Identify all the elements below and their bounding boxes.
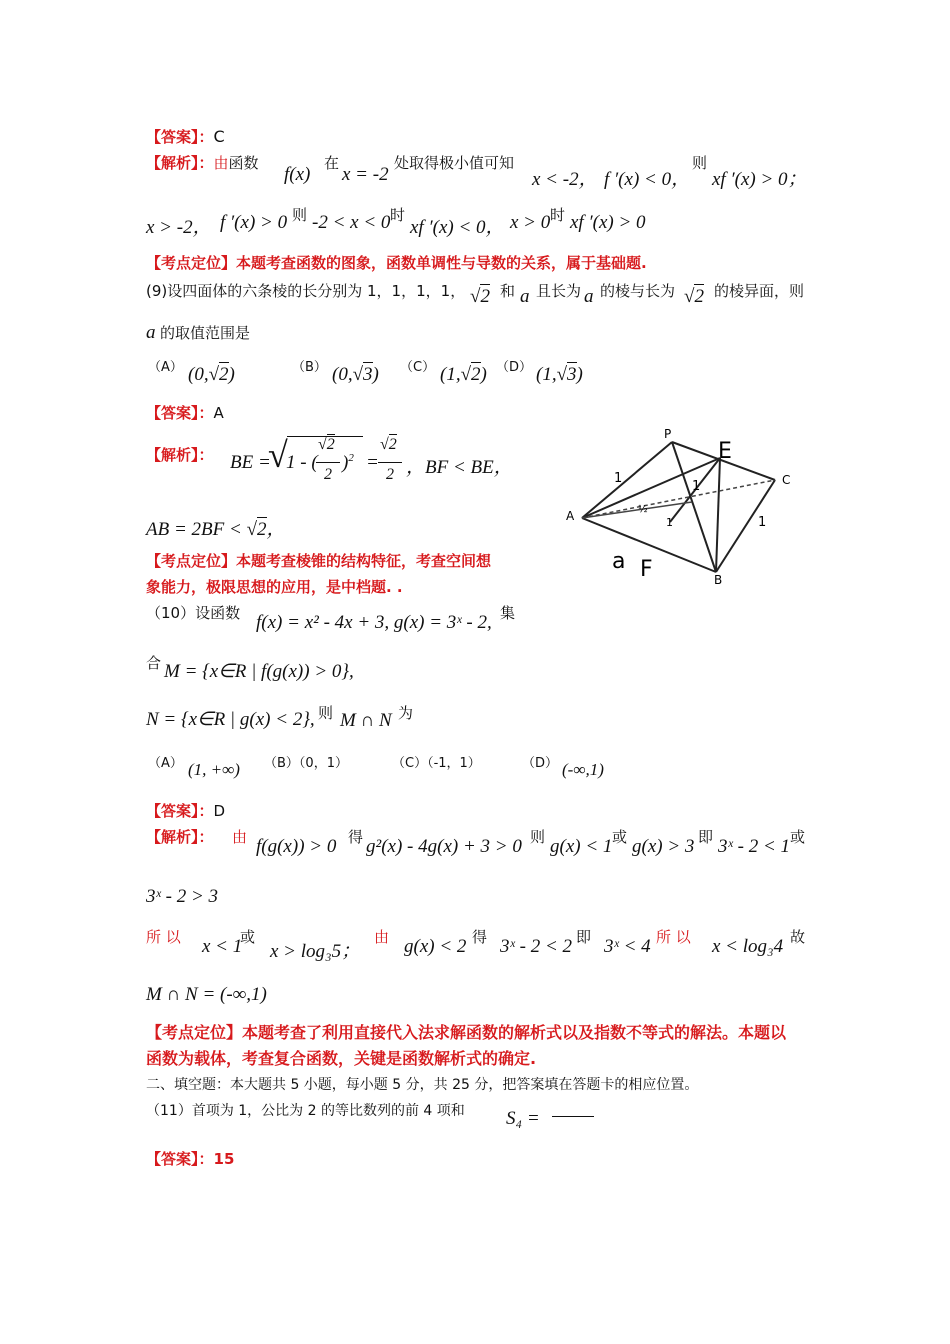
formula: 3ˣ - 2 < 2 <box>500 936 573 957</box>
text: 时 <box>390 206 406 224</box>
text: 且长为 <box>536 282 582 300</box>
fraction-numerator: √2 <box>318 436 335 453</box>
text: 时 <box>550 206 566 224</box>
formula: x < -2， <box>532 169 598 190</box>
label-edge-1: 1 <box>758 515 767 530</box>
edge-pb <box>672 442 716 572</box>
formula-s4: S₄ = <box>506 1108 540 1129</box>
label-edge-1: 1 <box>614 471 623 486</box>
text: 则 <box>292 206 308 224</box>
text: 由 <box>232 828 248 846</box>
answer-tag: 【答案】： <box>146 404 214 422</box>
option-d-value: (-∞,1) <box>562 760 604 779</box>
formula: N = {x∈R | g(x) < 2}, <box>146 709 315 730</box>
text: 的棱异面，则 <box>714 282 805 300</box>
formula: )$^2$ <box>342 452 354 474</box>
formula: x > log₃5； <box>270 941 361 962</box>
label-edge-1: 1 <box>692 479 701 494</box>
text: 由 <box>374 928 390 946</box>
formula: f(x) <box>284 164 311 185</box>
text: 由 <box>213 154 229 172</box>
formula: xf ′(x) > 0 <box>570 212 646 233</box>
text: 合 <box>146 654 162 672</box>
knowledge-point-1: 【考点定位】本题考查棱锥的结构特征，考查空间想 <box>146 552 492 570</box>
formula: x < log₃4 <box>712 936 784 957</box>
answer-tag: 【答案】： <box>146 1150 214 1168</box>
formula: g(x) < 1 <box>550 836 613 857</box>
formula: g(x) < 2 <box>404 936 467 957</box>
formula-be: BE = <box>230 452 271 473</box>
q10-answer-line <box>146 800 225 821</box>
knowledge-point-1: 【考点定位】本题考查了利用直接代入法求解函数的解析式以及指数不等式的解法。本题以 <box>146 1023 787 1042</box>
knowledge-point: 【考点定位】本题考查函数的图象，函数单调性与导数的关系，属于基础题. <box>146 254 647 272</box>
text: 集 <box>500 604 516 622</box>
q11-answer-line <box>146 1148 234 1169</box>
text: 和 <box>500 282 516 300</box>
text: 则 <box>318 704 334 722</box>
formula: a <box>584 286 594 307</box>
text: 函数 <box>228 154 259 172</box>
fraction-denominator: 2 <box>386 466 394 483</box>
formula: f ′(x) > 0 <box>220 212 288 233</box>
q9-answer-line <box>146 402 224 423</box>
option-c: （C）（-1，1） <box>392 756 481 771</box>
answer-value: 15 <box>213 1150 235 1168</box>
formula: xf ′(x) > 0； <box>712 169 807 190</box>
fraction-bar <box>378 462 402 463</box>
q11-stem: （11）首项为 1，公比为 2 的等比数列的前 4 项和 <box>146 1103 465 1119</box>
fraction-numerator: √2 <box>380 436 397 453</box>
fraction-denominator: 2 <box>324 466 332 483</box>
text: 即 <box>698 828 714 846</box>
q10-stem: （10）设函数 <box>146 604 241 622</box>
edge-eb <box>716 458 720 572</box>
formula: 1 - ( <box>286 452 318 473</box>
text: 为 <box>398 704 414 722</box>
text: 故 <box>790 928 806 946</box>
formula: xf ′(x) < 0， <box>410 217 505 238</box>
option-b-value: (0,√3) <box>332 364 379 385</box>
option-b-label: （B） <box>292 360 327 375</box>
fraction-bar <box>316 462 340 463</box>
knowledge-point-2: 象能力，极限思想的应用，是中档题. . <box>146 578 403 596</box>
formula: x < 1 <box>202 936 243 957</box>
text: 得 <box>472 928 488 946</box>
formula-ab: AB = 2BF < √2， <box>146 519 286 540</box>
q8-answer-line <box>146 126 225 147</box>
sqrt-sign: √ <box>268 435 288 475</box>
text: 的取值范围是 <box>160 324 251 342</box>
label-f: F <box>640 557 653 582</box>
formula: M = {x∈R | f(g(x)) > 0}, <box>164 661 354 682</box>
option-d-label: （D） <box>522 756 559 771</box>
formula: a <box>520 286 530 307</box>
text: 或 <box>240 928 256 946</box>
label-b: B <box>714 573 723 587</box>
explanation-tag: 【解析】： <box>146 446 214 464</box>
answer-value: C <box>213 127 225 146</box>
label-c: C <box>782 473 791 487</box>
formula: M ∩ N <box>340 710 392 731</box>
text: 或 <box>612 828 628 846</box>
answer-blank <box>552 1116 594 1117</box>
text: 处取得极小值可知 <box>394 154 515 172</box>
knowledge-point-2: 函数为载体，考查复合函数，关键是函数解析式的确定. <box>146 1049 537 1068</box>
text: 则 <box>692 154 708 172</box>
formula: x > 0 <box>510 212 551 233</box>
text: 的棱与长为 <box>600 282 676 300</box>
text: 所 以 <box>146 928 181 946</box>
text: 即 <box>576 928 592 946</box>
formula: = <box>366 452 379 473</box>
formula: f ′(x) < 0， <box>604 169 691 190</box>
label-half: ½ <box>638 504 648 515</box>
answer-tag: 【答案】： <box>146 802 214 820</box>
sqrt2-formula: √2 <box>470 286 490 307</box>
formula: g²(x) - 4g(x) + 3 > 0 <box>366 836 522 857</box>
formula: g(x) > 3 <box>632 836 695 857</box>
text: 得 <box>348 828 364 846</box>
option-a-value: (1, +∞) <box>188 760 240 779</box>
answer-value: D <box>213 802 226 820</box>
tetrahedron-figure <box>560 422 800 590</box>
answer-value: A <box>213 404 224 422</box>
option-a-label: （A） <box>148 756 183 771</box>
label-edge-1: 1 <box>666 516 673 529</box>
q9-stem: (9)设四面体的六条棱的长分别为 1，1，1，1， <box>146 282 466 300</box>
text: 或 <box>790 828 806 846</box>
answer-tag: 【答案】： <box>146 128 214 146</box>
label-p: P <box>664 427 672 441</box>
formula: a <box>146 322 156 343</box>
formula: 3ˣ < 4 <box>604 936 651 957</box>
formula: -2 < x < 0 <box>312 212 391 233</box>
explanation-tag: 【解析】： <box>146 828 214 846</box>
text: 则 <box>530 828 546 846</box>
explanation-tag: 【解析】： <box>146 154 214 172</box>
option-c-value: (1,√2) <box>440 364 487 385</box>
formula: x = -2 <box>342 164 389 185</box>
option-d-label: （D） <box>496 360 533 375</box>
text: 所 以 <box>656 928 691 946</box>
text: 在 <box>324 154 340 172</box>
formula: f(g(x)) > 0 <box>256 836 337 857</box>
option-a-value: (0,√2) <box>188 364 235 385</box>
q8-explanation-line1 <box>146 152 259 173</box>
formula: ，BF < BE， <box>406 457 513 478</box>
label-a: A <box>566 509 575 523</box>
label-a-length: a <box>612 549 626 574</box>
option-b: （B）（0，1） <box>264 756 348 771</box>
formula: M ∩ N = (-∞,1) <box>146 984 267 1005</box>
option-c-label: （C） <box>400 360 436 375</box>
label-e: E <box>718 439 732 464</box>
option-d-value: (1,√3) <box>536 364 583 385</box>
formula: x > -2， <box>146 217 212 238</box>
formula: 3ˣ - 2 < 1 <box>718 836 791 857</box>
formula: 3ˣ - 2 > 3 <box>146 886 219 907</box>
formula: f(x) = x² - 4x + 3, g(x) = 3ˣ - 2, <box>256 612 492 633</box>
option-a-label: （A） <box>148 360 183 375</box>
section-heading: 二、填空题：本大题共 5 小题，每小题 5 分，共 25 分，把答案填在答题卡的相应位置。 <box>146 1077 699 1093</box>
sqrt2-formula: √2 <box>684 286 704 307</box>
